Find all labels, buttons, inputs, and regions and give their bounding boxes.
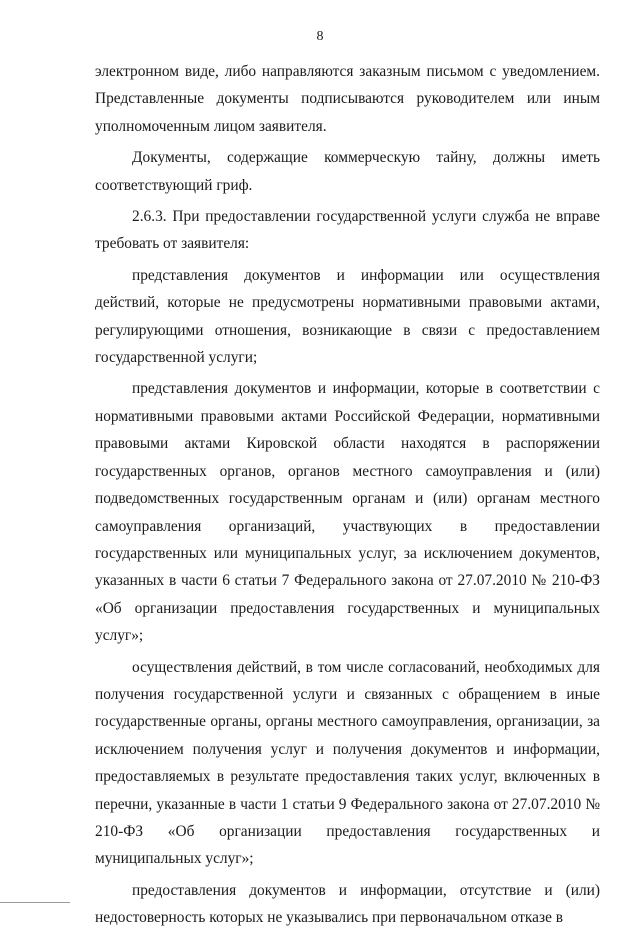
footer-rule xyxy=(0,902,70,903)
paragraph-continuation: электронном виде, либо направляются заказным письмом с уведомлением. Представленные документы подписываются руководителем или иным уполномоченным лицом заявителя. xyxy=(95,63,600,135)
paragraph-commercial-secret: Документы, содержащие коммерческую тайну, должны иметь соответствующий гриф. xyxy=(95,149,600,194)
paragraph-clause-2-6-3: 2.6.3. При предоставлении государственной услуги служба не вправе требовать от заявителя: xyxy=(95,208,600,253)
paragraph-list-item-3: осуществления действий, в том числе согласований, необходимых для получения государственной услуги и связанных с обращением в иные государственные органы, органы местного самоуправления, организации, за исключением получения услуг и получения документов и информации, предоставляемых в результате предоставления таких услуг, включенных в перечни, указанные в части 1 статьи 9 Федерального закона от 27.07.2010 № 210-ФЗ «Об организации предоставления государственных и муниципальных услуг»; xyxy=(95,658,600,868)
paragraph-list-item-1: представления документов и информации или осуществления действий, которые не предусмотрены нормативными правовыми актами, регулирующими отношения, возникающие в связи с предоставлением государственной услуги; xyxy=(95,266,600,367)
document-body xyxy=(95,58,600,936)
paragraph-list-item-4: предоставления документов и информации, отсутствие и (или) недостоверность которых не указывались при первоначальном отказе в xyxy=(95,881,600,927)
page-number: 8 xyxy=(316,29,324,44)
paragraph-list-item-2: представления документов и информации, которые в соответствии с нормативными правовыми актами Российской Федерации, нормативными правовыми актами Кировской области находятся в распоряжении государственных органов, органов местного самоуправления и (или) подведомственных государственным органам и (или) органам местного самоуправления организаций, участвующих в предоставлении государственных или муниципальных услуг, за исключением документов, указанных в части 6 статьи 7 Федерального закона от 27.07.2010 № 210-ФЗ «Об организации предоставления государственных и муниципальных услуг»; xyxy=(95,380,600,645)
